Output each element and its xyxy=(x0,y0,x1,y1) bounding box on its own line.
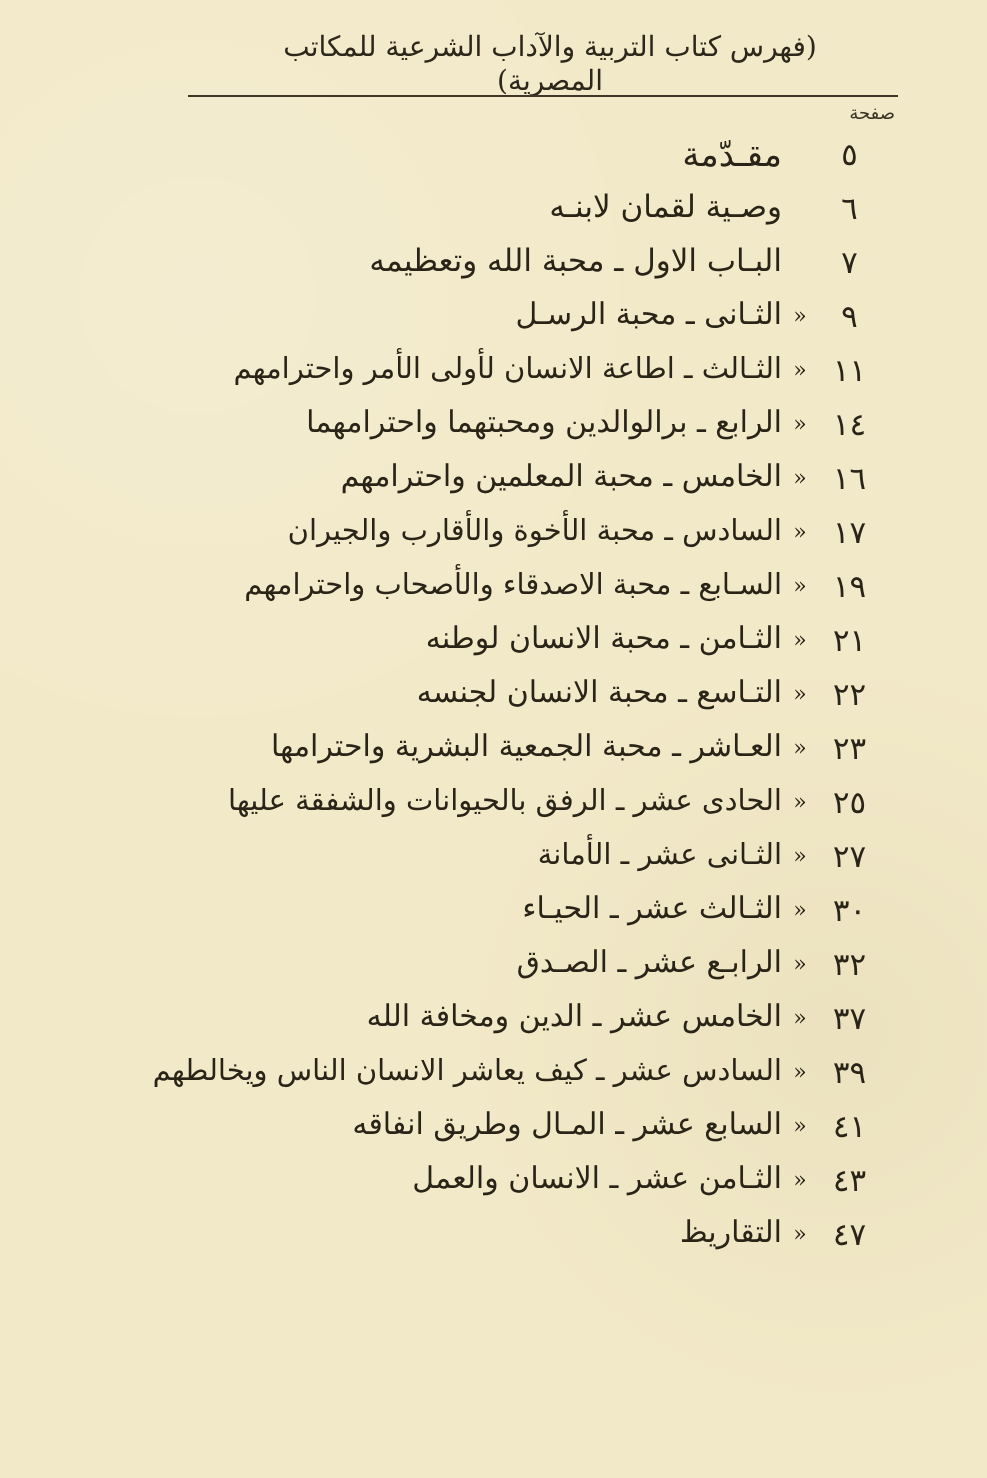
toc-entry-text: السادس ـ محبة الأخوة والأقارب والجيران xyxy=(287,513,782,547)
toc-row xyxy=(187,832,877,886)
page-title: (فهرس كتاب التربية والآداب الشرعية للمكاتب المصرية) xyxy=(283,30,817,97)
ditto-mark: « xyxy=(793,304,807,329)
toc-row xyxy=(187,292,877,346)
toc-row xyxy=(152,1048,877,1102)
ditto-mark: « xyxy=(793,682,807,707)
ditto-mark: « xyxy=(793,736,807,761)
toc-page-number: ١٧ xyxy=(832,515,867,551)
toc-row xyxy=(187,940,877,994)
toc-row xyxy=(187,616,877,670)
toc-row xyxy=(187,184,877,238)
toc-row xyxy=(187,238,877,292)
toc-entry-text: مقـدّمة xyxy=(682,135,782,175)
toc-entry-text: الثـانى عشر ـ الأمانة xyxy=(537,837,782,871)
toc-entry-text: الثـالث ـ اطاعة الانسان لأولى الأمر واحترامهم xyxy=(233,351,782,385)
toc-entry-text: الرابـع عشر ـ الصـدق xyxy=(516,945,782,980)
toc-entry-text: التـاسع ـ محبة الانسان لجنسه xyxy=(416,675,782,710)
ditto-mark: « xyxy=(793,1114,807,1139)
toc-entry-text: الثـالث عشر ـ الحيـاء xyxy=(522,891,782,926)
ditto-mark: « xyxy=(793,1006,807,1031)
toc-page-number: ٣٢ xyxy=(832,947,867,983)
toc-row xyxy=(187,454,877,508)
ditto-mark: « xyxy=(793,412,807,437)
toc-entry-text: الرابع ـ برالوالدين ومحبتهما واحترامهما xyxy=(306,405,782,440)
ditto-mark: « xyxy=(793,1222,807,1247)
ditto-mark: « xyxy=(793,790,807,815)
toc-page-number: ٢٣ xyxy=(832,731,867,767)
page-column-label: صفحة xyxy=(849,103,895,124)
ditto-mark: « xyxy=(793,844,807,869)
toc-page-number: ٣٩ xyxy=(832,1055,867,1091)
ditto-mark: « xyxy=(793,628,807,653)
toc-entry-text: وصـية لقمان لابنـه xyxy=(549,189,782,225)
toc-entry-text: الحادى عشر ـ الرفق بالحيوانات والشفقة عليها xyxy=(228,783,782,817)
toc-page-number: ٥ xyxy=(841,137,858,173)
ditto-mark: « xyxy=(793,358,807,383)
ditto-mark: « xyxy=(793,574,807,599)
ditto-mark: « xyxy=(793,1168,807,1193)
toc-page-number: ٧ xyxy=(841,245,858,281)
toc-row xyxy=(187,346,877,400)
toc-row xyxy=(187,778,877,832)
toc-row xyxy=(187,1210,877,1264)
toc-row xyxy=(187,508,877,562)
toc-page-number: ٢٥ xyxy=(832,785,867,821)
toc-page-number: ٢٢ xyxy=(832,677,867,713)
ditto-mark: « xyxy=(793,466,807,491)
toc-page-number: ٩ xyxy=(841,299,858,335)
toc-row xyxy=(187,130,877,184)
toc-entry-text: العـاشر ـ محبة الجمعية البشرية واحترامها xyxy=(270,729,782,764)
toc-row xyxy=(187,994,877,1048)
toc-entry-text: الخامس عشر ـ الدين ومخافة الله xyxy=(366,999,782,1034)
table-of-contents xyxy=(152,130,877,1264)
toc-row xyxy=(187,886,877,940)
toc-entry-text: السـابع ـ محبة الاصدقاء والأصحاب واحترامهم xyxy=(244,567,782,601)
toc-page-number: ١٩ xyxy=(832,569,867,605)
toc-row xyxy=(187,562,877,616)
toc-entry-text: السابع عشر ـ المـال وطريق انفاقه xyxy=(352,1107,782,1142)
toc-row xyxy=(187,1102,877,1156)
ditto-mark: « xyxy=(793,898,807,923)
toc-page-number: ١٦ xyxy=(832,461,867,497)
header-rule xyxy=(188,95,898,97)
toc-page-number: ١٤ xyxy=(832,407,867,443)
toc-entry-text: الثـانى ـ محبة الرسـل xyxy=(515,297,782,332)
ditto-mark: « xyxy=(793,1060,807,1085)
toc-entry-text: السادس عشر ـ كيف يعاشر الانسان الناس ويخالطهم xyxy=(152,1053,782,1087)
toc-entry-text: الثـامن عشر ـ الانسان والعمل xyxy=(412,1161,782,1196)
toc-page-number: ٤٧ xyxy=(832,1217,867,1253)
toc-entry-text: التقاريظ xyxy=(679,1215,782,1250)
toc-page-number: ٦ xyxy=(841,191,858,227)
toc-row xyxy=(187,724,877,778)
toc-entry-text: الثـامن ـ محبة الانسان لوطنه xyxy=(425,621,782,656)
toc-page-number: ٢١ xyxy=(832,623,867,659)
ditto-mark: « xyxy=(793,952,807,977)
toc-row xyxy=(187,670,877,724)
toc-page-number: ٢٧ xyxy=(832,839,867,875)
toc-page-number: ٤١ xyxy=(832,1109,867,1145)
toc-entry-text: البـاب الاول ـ محبة الله وتعظيمه xyxy=(369,243,782,279)
ditto-mark: « xyxy=(793,520,807,545)
toc-row xyxy=(187,400,877,454)
toc-page-number: ٣٧ xyxy=(832,1001,867,1037)
toc-entry-text: الخامس ـ محبة المعلمين واحترامهم xyxy=(340,459,782,494)
toc-page-number: ١١ xyxy=(832,353,867,389)
toc-page-number: ٣٠ xyxy=(832,893,867,929)
toc-row xyxy=(187,1156,877,1210)
toc-page-number: ٤٣ xyxy=(832,1163,867,1199)
